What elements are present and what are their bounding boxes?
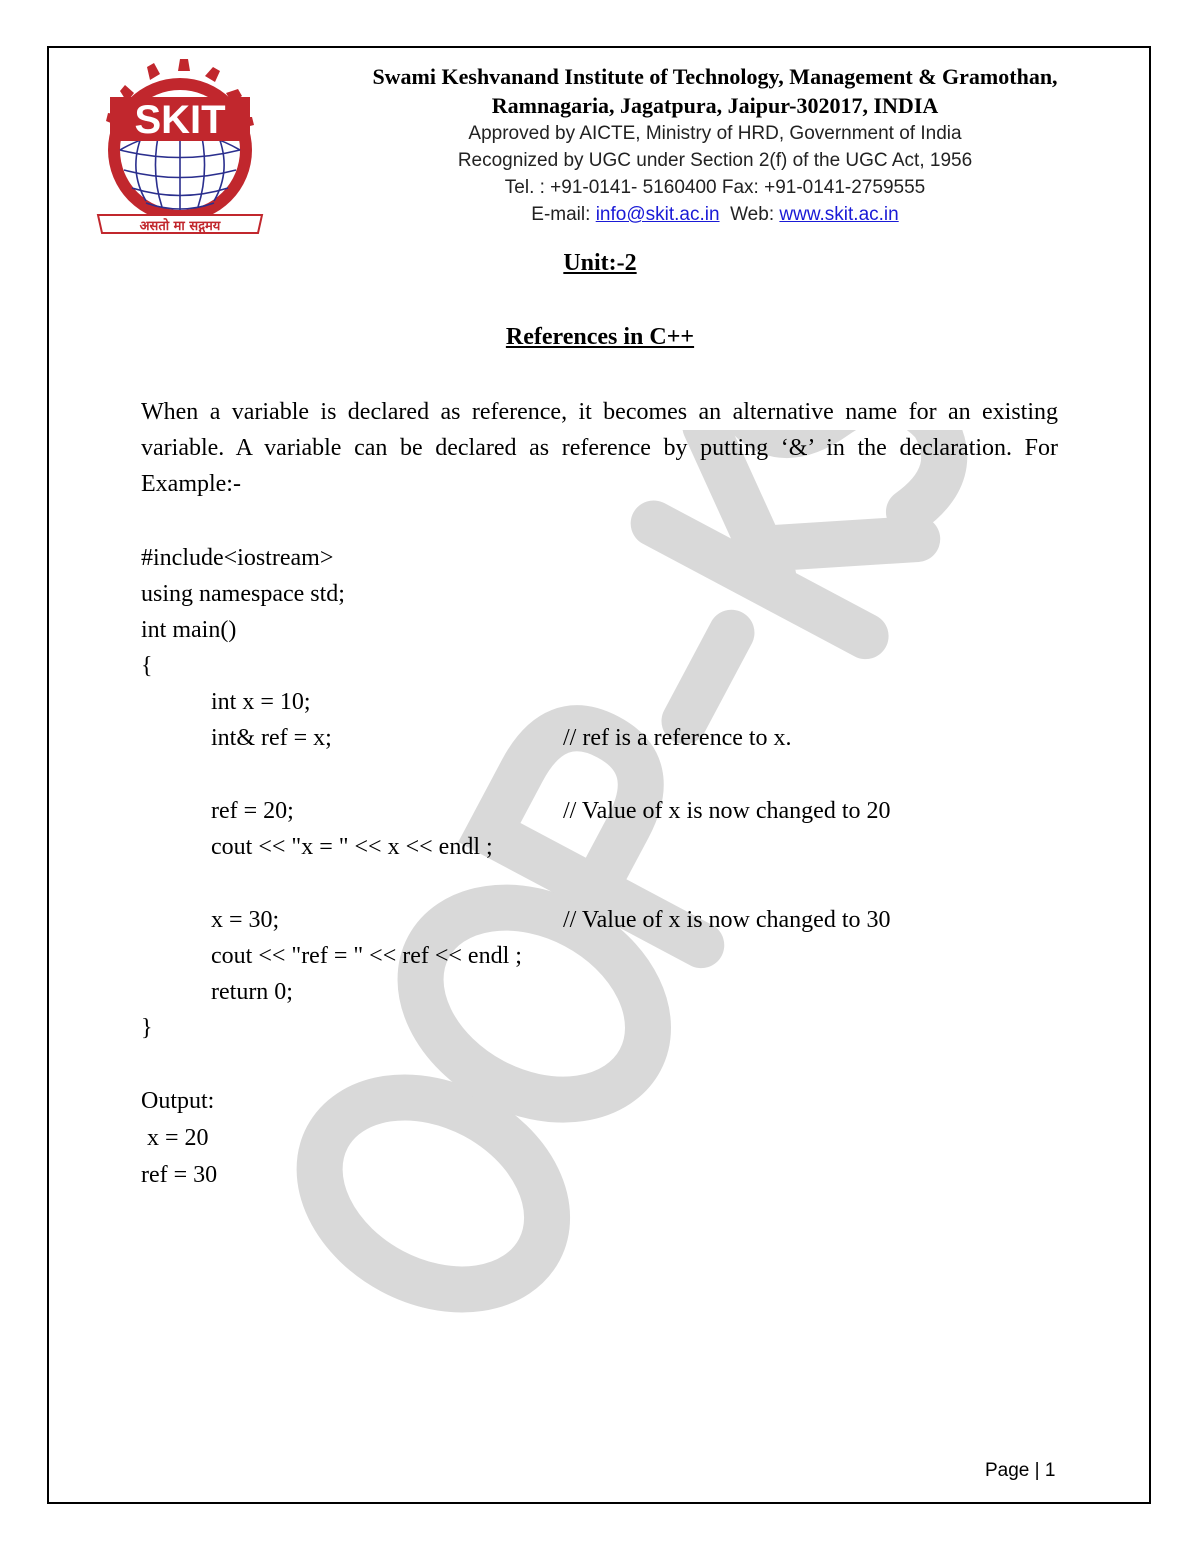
code-line: using namespace std; bbox=[141, 581, 345, 607]
logo-text: SKIT bbox=[134, 98, 226, 142]
email-label: E-mail: bbox=[531, 204, 591, 225]
output-block bbox=[141, 1083, 217, 1194]
intro-paragraph: When a variable is declared as reference, it becomes an alternative name for an existing variable. A variable can be declared as reference by putting ‘&’ in the declaration. For Example:- bbox=[141, 399, 1058, 497]
recognition-line: Recognized by UGC under Section 2(f) of the UGC Act, 1956 bbox=[457, 150, 973, 171]
output-line: ref = 30 bbox=[141, 1162, 218, 1188]
code-comment: // Value of x is now changed to 30 bbox=[563, 907, 891, 933]
contact-line: Tel. : +91-0141- 5160400 Fax: +91-0141-2759555 bbox=[504, 177, 926, 198]
output-line: x = 20 bbox=[141, 1125, 209, 1151]
code-line: cout << "x = " << x << endl ; bbox=[211, 834, 493, 860]
institute-address: Ramnagaria, Jagatpura, Jaipur-302017, INDIA bbox=[491, 93, 939, 118]
code-line: return 0; bbox=[211, 979, 293, 1005]
web-link[interactable]: www.skit.ac.in bbox=[779, 204, 899, 225]
code-block bbox=[141, 540, 1041, 1046]
page-title: References in C++ bbox=[505, 324, 695, 350]
email-web-line bbox=[300, 201, 1130, 228]
code-line: } bbox=[141, 1015, 153, 1041]
code-line: int& ref = x; bbox=[211, 725, 332, 751]
logo-motto: असतो मा सद्गमय bbox=[139, 219, 221, 234]
output-label: Output: bbox=[141, 1088, 215, 1114]
email-link[interactable]: info@skit.ac.in bbox=[595, 204, 720, 225]
code-line: int main() bbox=[141, 617, 237, 643]
code-comment: // Value of x is now changed to 20 bbox=[563, 798, 891, 824]
page-number: Page | 1 bbox=[985, 1460, 1056, 1481]
code-line: int x = 10; bbox=[211, 689, 311, 715]
code-line: #include<iostream> bbox=[141, 545, 334, 571]
skit-logo bbox=[90, 55, 270, 240]
institute-name: Swami Keshvanand Institute of Technology, Management & Gramothan, bbox=[372, 64, 1058, 89]
code-line: ref = 20; bbox=[211, 798, 294, 824]
code-line: { bbox=[141, 653, 153, 679]
code-comment: // ref is a reference to x. bbox=[563, 725, 792, 751]
code-line: x = 30; bbox=[211, 907, 280, 933]
code-line: cout << "ref = " << ref << endl ; bbox=[211, 943, 522, 969]
institute-header bbox=[300, 62, 1130, 228]
web-label: Web: bbox=[730, 204, 775, 225]
unit-heading: Unit:-2 bbox=[563, 250, 637, 276]
approval-line: Approved by AICTE, Ministry of HRD, Government of India bbox=[468, 123, 962, 144]
